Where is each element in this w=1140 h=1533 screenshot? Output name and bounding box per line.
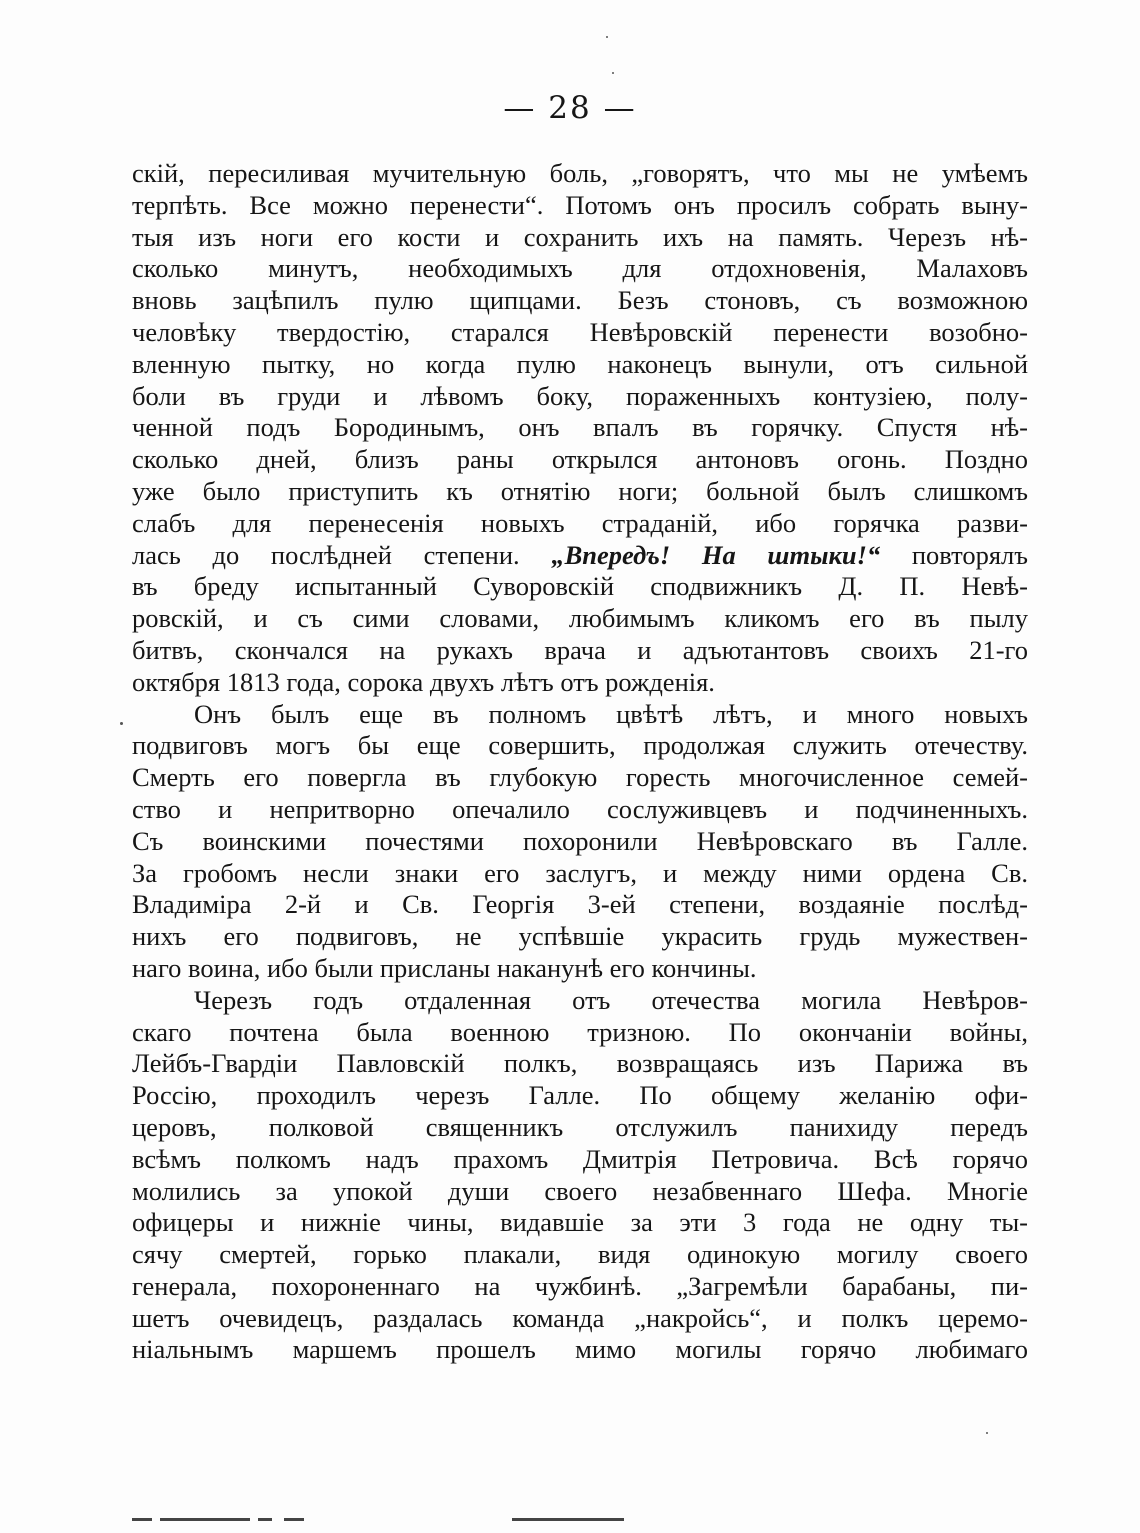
text-line: ровскій, и съ сими словами, любимымъ кликомъ его въ пылу [132, 603, 1028, 634]
text-line: ніальнымъ маршемъ прошелъ мимо могилы горячо любимаго [132, 1334, 1028, 1365]
text-line: наго воина, ибо были присланы наканунѣ его кончины. [132, 952, 757, 983]
text-line: Лейбъ-Гвардіи Павловскій полкъ, возвращаясь изъ Парижа въ [132, 1048, 1028, 1079]
bottom-edge-rule [160, 1518, 250, 1521]
text-line: скаго почтена была военною тризною. По окончаніи войны, [132, 1016, 1028, 1047]
page-number: — 28 — [503, 90, 637, 126]
text-line: вленную пытку, но когда пулю наконецъ вынули, отъ сильной [132, 348, 1028, 379]
bottom-edge-rule [512, 1518, 624, 1521]
text-line: Россію, проходилъ черезъ Галле. По общему желанію офи- [132, 1080, 1028, 1111]
text-line: всѣмъ полкомъ надъ прахомъ Дмитрія Петровича. Всѣ горячо [132, 1143, 1028, 1174]
text-line: терпѣть. Все можно перенести“. Потомъ онъ просилъ собрать выну- [132, 189, 1028, 220]
text-line: тыя изъ ноги его кости и сохранить ихъ на память. Черезъ нѣ- [132, 221, 1028, 252]
scan-speck [986, 1432, 988, 1434]
text-line: Смерть его повергла въ глубокую горесть многочисленное семей- [132, 762, 1028, 793]
text-line: Съ воинскими почестями похоронили Невѣровскаго въ Галле. [132, 825, 1028, 856]
text-line: скій, пересиливая мучительную боль, „говорятъ, что мы не умѣемъ [132, 158, 1028, 188]
text-line: въ бреду испытанный Суворовскій сподвижникъ Д. П. Невѣ- [132, 571, 1028, 602]
bottom-edge-rule [258, 1518, 272, 1521]
text-line: ство и непритворно опечалило сослуживцевъ и подчиненныхъ. [132, 793, 1028, 824]
text-line: уже было приступить къ отнятію ноги; больной былъ слишкомъ [132, 475, 1028, 506]
scan-speck [612, 72, 614, 74]
text-line: Владиміра 2-й и Св. Георгія 3-ей степени, воздаяніе послѣд- [132, 889, 1028, 920]
body-text [132, 158, 1028, 1366]
text-line: шетъ очевидецъ, раздалась команда „накройсь“, и полкъ церемо- [132, 1302, 1028, 1333]
bottom-edge-rule [284, 1518, 304, 1521]
text-line: молились за упокой души своего незабвеннаго Шефа. Многіе [132, 1175, 1028, 1206]
text-line: нихъ его подвиговъ, не успѣвшіе украсить грудь мужествен- [132, 921, 1028, 952]
bottom-edge-rule [132, 1518, 152, 1521]
text-line: За гробомъ несли знаки его заслугъ, и между ними ордена Св. [132, 857, 1028, 888]
text-line: сколько дней, близъ раны открылся антоновъ огонь. Поздно [132, 444, 1028, 475]
text-line: сячу смертей, горько плакали, видя одинокую могилу своего [132, 1239, 1028, 1270]
text-line: боли въ груди и лѣвомъ боку, пораженныхъ контузіею, полу- [132, 380, 1028, 411]
text-line: октября 1813 года, сорока двухъ лѣтъ отъ рожденія. [132, 666, 715, 697]
text-line: генерала, похороненнаго на чужбинѣ. „Загремѣли барабаны, пи- [132, 1270, 1028, 1301]
text-line: ченной подъ Бородинымъ, онъ впалъ въ горячку. Спустя нѣ- [132, 412, 1028, 443]
text-line: Черезъ годъ отдаленная отъ отечества могила Невѣров- [194, 984, 1028, 1015]
text-line: человѣку твердостію, старался Невѣровскій перенести возобно- [132, 316, 1028, 347]
scan-speck [120, 722, 123, 725]
text-line: битвъ, скончался на рукахъ врача и адъютантовъ своихъ 21-го [132, 634, 1028, 665]
text-line: офицеры и нижніе чины, видавшіе за эти 3 года не одну ты- [132, 1207, 1028, 1238]
text-line: лась до послѣдней степени. „Впередъ! На штыки!“ повторялъ [132, 539, 1028, 570]
text-line: вновь зацѣпилъ пулю щипцами. Безъ стоновъ, съ возможною [132, 285, 1028, 316]
text-line: Онъ былъ еще въ полномъ цвѣтѣ лѣтъ, и много новыхъ [194, 698, 1028, 729]
text-line: слабъ для перенесенія новыхъ страданій, ибо горячка разви- [132, 507, 1028, 538]
text-line: церовъ, полковой священникъ отслужилъ панихиду передъ [132, 1111, 1028, 1142]
text-line: подвиговъ могъ бы еще совершить, продолжая служить отечеству. [132, 730, 1028, 761]
scan-speck [606, 36, 608, 38]
emphasized-quote: „Впередъ! На штыки!“ [551, 539, 881, 570]
text-line: сколько минутъ, необходимыхъ для отдохновенія, Малаховъ [132, 253, 1028, 284]
